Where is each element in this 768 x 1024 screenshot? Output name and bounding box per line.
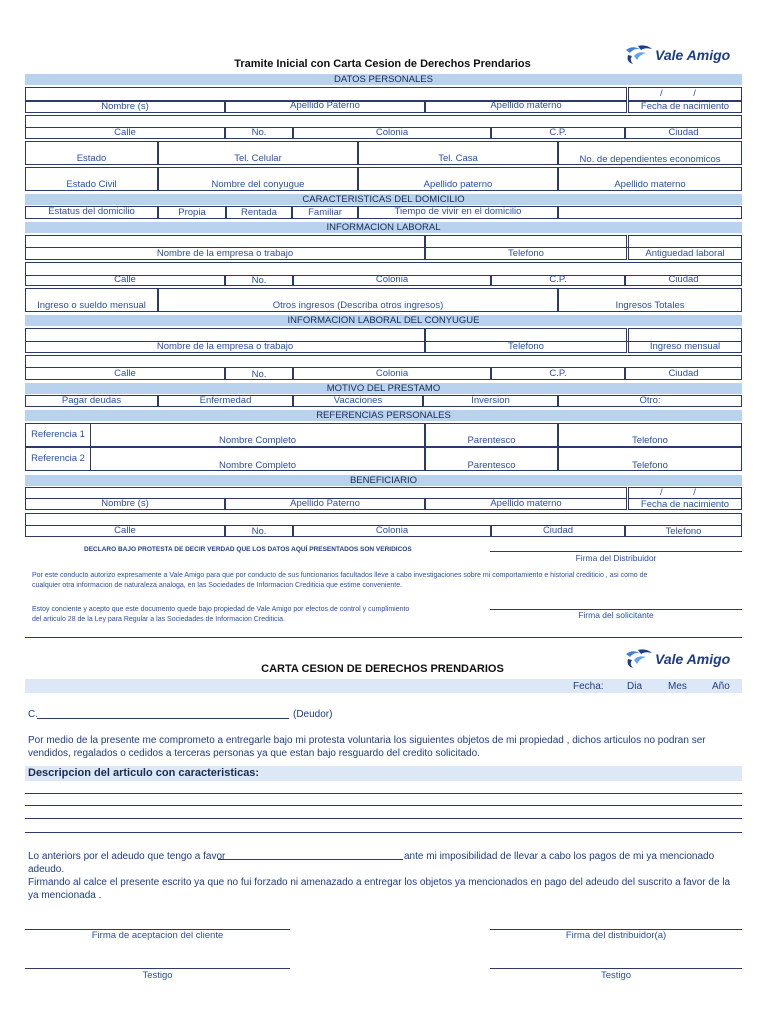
label-enfermedad: Enfermedad xyxy=(199,395,252,406)
label-otro: Otro: xyxy=(639,395,661,406)
logo-text: Vale Amigo xyxy=(655,47,731,63)
label-ingreso-mensual: Ingreso o sueldo mensual xyxy=(37,300,146,311)
label-telefono-laboral: Telefono xyxy=(508,248,544,259)
label-apellido-materno: Apellido materno xyxy=(490,100,562,111)
vale-amigo-logo xyxy=(624,44,730,66)
label-no-laboral: No. xyxy=(251,275,267,286)
firma-cliente-label: Firma de aceptacion del cliente xyxy=(91,930,224,941)
label-ref1-parentesco: Parentesco xyxy=(467,435,516,446)
form-title: Tramite Inicial con Carta Cesion de Derechos Prendarios xyxy=(234,58,531,70)
label-estado: Estado xyxy=(76,153,107,164)
label-empresa: Nombre de la empresa o trabajo xyxy=(156,248,294,259)
firma-distribuidora-label: Firma del distribuidor(a) xyxy=(565,930,667,941)
label-ref2-telefono: Telefono xyxy=(632,460,668,471)
deudor-label: (Deudor) xyxy=(293,709,333,720)
label-empresa-conyugue: Nombre de la empresa o trabajo xyxy=(156,341,294,352)
label-benef-materno: Apellido materno xyxy=(490,498,562,509)
parrafo-compromiso: Por medio de la presente me comprometo a entregarle bajo mi protesta voluntaria los siguientes objetos de mi propiedad , dichos articulos no podran ser vendidos, regalados o cedidos a terceras personas ya que estan bajo resguardo del credito solicitado. xyxy=(28,735,706,759)
testigo-1-label: Testigo xyxy=(142,970,173,981)
label-vacaciones: Vacaciones xyxy=(333,395,383,406)
label-pagar-deudas: Pagar deudas xyxy=(61,395,122,406)
page-divider xyxy=(25,637,742,638)
label-ingresos-totales: Ingresos Totales xyxy=(615,300,685,311)
label-fecha-nacimiento: Fecha de nacimiento xyxy=(640,101,730,112)
label-nombre: Nombre (s) xyxy=(101,101,149,112)
section-referencias-personales: REFERENCIAS PERSONALES xyxy=(25,410,742,421)
label-no: No. xyxy=(251,127,267,138)
nombre-input[interactable] xyxy=(25,87,627,101)
fecha-slashes: / / xyxy=(660,88,710,99)
label-ciudad: Ciudad xyxy=(668,127,699,138)
section-informacion-laboral: INFORMACION LABORAL xyxy=(25,222,742,233)
label-colonia-conyugue: Colonia xyxy=(375,368,409,379)
label-estatus-domicilio: Estatus del domicilio xyxy=(48,206,135,217)
label-no-conyugue: No. xyxy=(251,369,267,380)
label-benef-calle: Calle xyxy=(114,525,136,536)
descripcion-line-3[interactable] xyxy=(25,818,742,819)
label-estado-civil: Estado Civil xyxy=(66,179,117,190)
anio-label[interactable]: Año xyxy=(712,681,730,692)
descripcion-line-1[interactable] xyxy=(25,793,742,794)
label-nombre-conyugue: Nombre del conyugue xyxy=(211,179,305,190)
section-datos-personales: DATOS PERSONALES xyxy=(25,74,742,85)
label-inversion: Inversion xyxy=(471,395,510,406)
label-calle-laboral: Calle xyxy=(114,274,136,285)
testigo-1-line[interactable] xyxy=(25,968,290,969)
descripcion-label: Descripcion del articulo con caracteristicas: xyxy=(28,767,260,779)
label-ref1-nombre: Nombre Completo xyxy=(218,435,297,446)
label-conyugue-materno: Apellido materno xyxy=(614,179,686,190)
label-calle-conyugue: Calle xyxy=(114,368,136,379)
section-beneficiario: BENEFICIARIO xyxy=(25,475,742,486)
label-referencia-2: Referencia 2 xyxy=(31,453,85,464)
logo-icon xyxy=(624,44,654,66)
label-referencia-1: Referencia 1 xyxy=(31,429,85,440)
parrafo-firmando: Firmando al calce el presente escrito ya que no fui forzado ni amenazado a entregar los objetos ya mencionados en pago del adeudo del suscrito a favor de la ya mencionada . xyxy=(28,877,731,901)
label-benef-paterno: Apellido Paterno xyxy=(290,498,360,509)
label-otros-ingresos: Otros ingresos (Describa otros ingresos) xyxy=(272,300,444,311)
label-ref1-telefono: Telefono xyxy=(632,435,668,446)
label-ref2-nombre: Nombre Completo xyxy=(218,460,297,471)
label-cp: C.P. xyxy=(549,127,567,138)
beneficiario-fecha-slashes: / / xyxy=(660,487,710,498)
label-tiempo-vivir: Tiempo de vivir en el domicilio xyxy=(394,206,522,217)
label-conyugue-paterno: Apellido paterno xyxy=(423,179,493,190)
consciente-text: Estoy conciente y acepto que este documento quede bajo propiedad de Vale Amigo por efectos de control y cumplimiento del articulo 28 de la Ley para Regular a las Sociedades de Informacion Crediticia. xyxy=(32,606,410,623)
label-familiar: Familiar xyxy=(308,207,342,218)
label-ref2-parentesco: Parentesco xyxy=(467,460,516,471)
fecha-label: Fecha: xyxy=(573,681,604,692)
label-dependientes: No. de dependientes economicos xyxy=(579,154,721,165)
label-telefono-conyugue: Telefono xyxy=(508,341,544,352)
label-colonia-laboral: Colonia xyxy=(375,274,409,285)
label-ciudad-conyugue: Ciudad xyxy=(668,368,699,379)
label-rentada: Rentada xyxy=(241,207,277,218)
label-propia: Propia xyxy=(178,207,206,218)
logo-text: Vale Amigo xyxy=(655,651,731,667)
label-benef-nombre: Nombre (s) xyxy=(101,498,149,509)
firma-solicitante-label: Firma del solicitante xyxy=(578,610,654,620)
mes-label[interactable]: Mes xyxy=(668,681,687,692)
label-tel-celular: Tel. Celular xyxy=(234,153,282,164)
vale-amigo-logo-2 xyxy=(624,648,730,670)
label-tel-casa: Tel. Casa xyxy=(438,153,478,164)
label-benef-no: No. xyxy=(251,526,267,537)
label-antiguedad: Antiguedad laboral xyxy=(645,248,725,259)
label-benef-colonia: Colonia xyxy=(375,525,409,536)
label-cp-conyugue: C.P. xyxy=(549,368,567,379)
section-motivo-prestamo: MOTIVO DEL PRESTAMO xyxy=(25,383,742,394)
tiempo-vivir-input[interactable] xyxy=(558,206,742,219)
firma-distribuidor-label: Firma del Distribuidor xyxy=(575,553,657,563)
label-benef-fecha: Fecha de nacimiento xyxy=(640,499,730,510)
carta-title: CARTA CESION DE DERECHOS PRENDARIOS xyxy=(261,663,504,675)
logo-icon xyxy=(624,648,654,670)
autorizo-text: Por este conducto autorizo expresamente a Vale Amigo para que por conducto de sus funcionarios facultados lleve a cabo investigaciones sobre mi comportamiento e historial crediticio , asi como de cualquier otra informacion de naturaleza analoga, en las Sociedades de Informacion Crediticia que estime conveniente. xyxy=(32,572,648,589)
dia-label[interactable]: Dia xyxy=(627,681,643,692)
parrafo-adeudo-b: ante mi imposibilidad de llevar a cabo los pagos de mi ya mencionado adeudo. xyxy=(28,851,715,875)
parrafo-adeudo-a: Lo anteriors por el adeudo que tengo a favor xyxy=(28,851,226,862)
label-ingreso-conyugue: Ingreso mensual xyxy=(649,341,721,352)
c-label: C. xyxy=(28,709,38,720)
descripcion-line-2[interactable] xyxy=(25,805,742,806)
label-calle: Calle xyxy=(114,127,136,138)
label-apellido-paterno: Apellido Paterno xyxy=(290,100,360,111)
section-caracteristicas-domicilio: CARACTERISTICAS DEL DOMICILIO xyxy=(25,194,742,205)
label-benef-ciudad: Ciudad xyxy=(542,525,574,536)
label-benef-telefono: Telefono xyxy=(665,526,702,537)
label-cp-laboral: C.P. xyxy=(549,274,567,285)
declaro-text: DECLARO BAJO PROTESTA DE DECIR VERDAD QUE LOS DATOS AQUÍ PRESENTADOS SON VERIDICOS xyxy=(84,546,412,553)
deudor-line[interactable] xyxy=(37,718,289,719)
section-laboral-conyugue: INFORMACION LABORAL DEL CONYUGUE xyxy=(25,315,742,326)
label-colonia: Colonia xyxy=(375,127,409,138)
testigo-2-line[interactable] xyxy=(490,968,742,969)
label-ciudad-laboral: Ciudad xyxy=(668,274,699,285)
descripcion-line-4[interactable] xyxy=(25,832,742,833)
testigo-2-label: Testigo xyxy=(600,970,632,981)
